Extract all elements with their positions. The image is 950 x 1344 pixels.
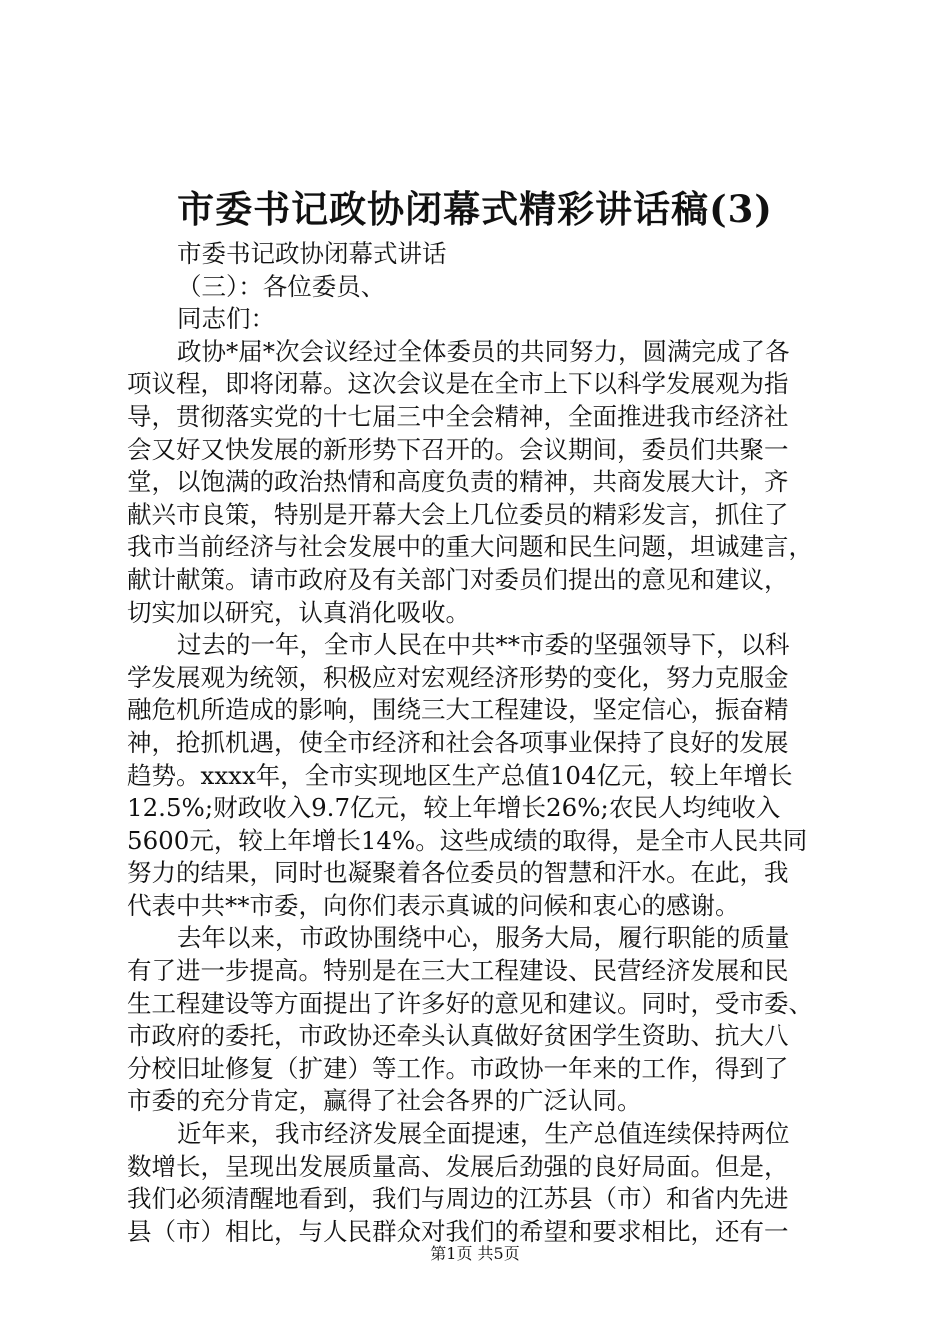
body-text-line: 分校旧址修复（扩建）等工作。市政协一年来的工作，得到了 (127, 1053, 789, 1083)
body-text-line: 同志们： (177, 304, 275, 334)
body-text-line: 堂，以饱满的政治热情和高度负责的精神，共商发展大计，齐 (127, 467, 789, 497)
body-text-line: 神，抢抓机遇，使全市经济和社会各项事业保持了良好的发展 (127, 727, 789, 757)
body-text-line: 学发展观为统领，积极应对宏观经济形势的变化，努力克服金 (127, 662, 789, 692)
body-text-line: 生工程建设等方面提出了许多好的意见和建议。同时，受市委、 (127, 988, 813, 1018)
body-text-line: 数增长，呈现出发展质量高、发展后劲强的良好局面。但是， (127, 1151, 789, 1181)
body-text-line: 5600元，较上年增长14%。这些成绩的取得，是全市人民共同 (127, 825, 808, 855)
body-text-line: 项议程，即将闭幕。这次会议是在全市上下以科学发展观为指 (127, 369, 789, 399)
body-text-line: （三）：各位委员、 (177, 271, 386, 301)
body-text-line: 代表中共**市委，向你们表示真诚的问候和衷心的感谢。 (127, 890, 740, 920)
body-text-line: 去年以来，市政协围绕中心，服务大局，履行职能的质量 (177, 923, 790, 953)
body-text-line: 县（市）相比，与人民群众对我们的希望和要求相比，还有一 (127, 1216, 789, 1246)
body-text-line: 市政府的委托，市政协还牵头认真做好贫困学生资助、抗大八 (127, 1021, 789, 1051)
body-text-line: 我市当前经济与社会发展中的重大问题和民生问题，坦诚建言， (127, 532, 813, 562)
body-text-line: 献兴市良策，特别是开幕大会上几位委员的精彩发言，抓住了 (127, 499, 789, 529)
body-text-line: 导，贯彻落实党的十七届三中全会精神，全面推进我市经济社 (127, 401, 789, 431)
body-text-line: 趋势。xxxx年，全市实现地区生产总值104亿元，较上年增长 (127, 760, 793, 790)
body-text-line: 切实加以研究，认真消化吸收。 (127, 597, 470, 627)
body-text-line: 市委的充分肯定，赢得了社会各界的广泛认同。 (127, 1086, 642, 1116)
body-text-line: 献计献策。请市政府及有关部门对委员们提出的意见和建议， (127, 564, 789, 594)
body-text-line: 努力的结果，同时也凝聚着各位委员的智慧和汗水。在此，我 (127, 858, 789, 888)
body-text-line: 市委书记政协闭幕式讲话 (177, 239, 447, 268)
document-title: 市委书记政协闭幕式精彩讲话稿(3) (177, 187, 773, 231)
body-text-line: 12.5%;财政收入9.7亿元，较上年增长26%;农民人均纯收入 (127, 793, 781, 823)
body-text-line: 会又好又快发展的新形势下召开的。会议期间，委员们共聚一 (127, 434, 789, 464)
body-text-line: 政协*届*次会议经过全体委员的共同努力，圆满完成了各 (177, 336, 790, 366)
body-text-line: 我们必须清醒地看到，我们与周边的江苏县（市）和省内先进 (127, 1184, 789, 1214)
body-text-line: 融危机所造成的影响，围绕三大工程建设，坚定信心，振奋精 (127, 695, 789, 725)
body-text-line: 近年来，我市经济发展全面提速，生产总值连续保持两位 (177, 1119, 790, 1149)
page-footer: 第1页 共5页 (430, 1244, 520, 1263)
body-text-line: 有了进一步提高。特别是在三大工程建设、民营经济发展和民 (127, 956, 789, 986)
document-body (127, 238, 827, 1248)
body-text-line: 过去的一年，全市人民在中共**市委的坚强领导下，以科 (177, 630, 790, 660)
